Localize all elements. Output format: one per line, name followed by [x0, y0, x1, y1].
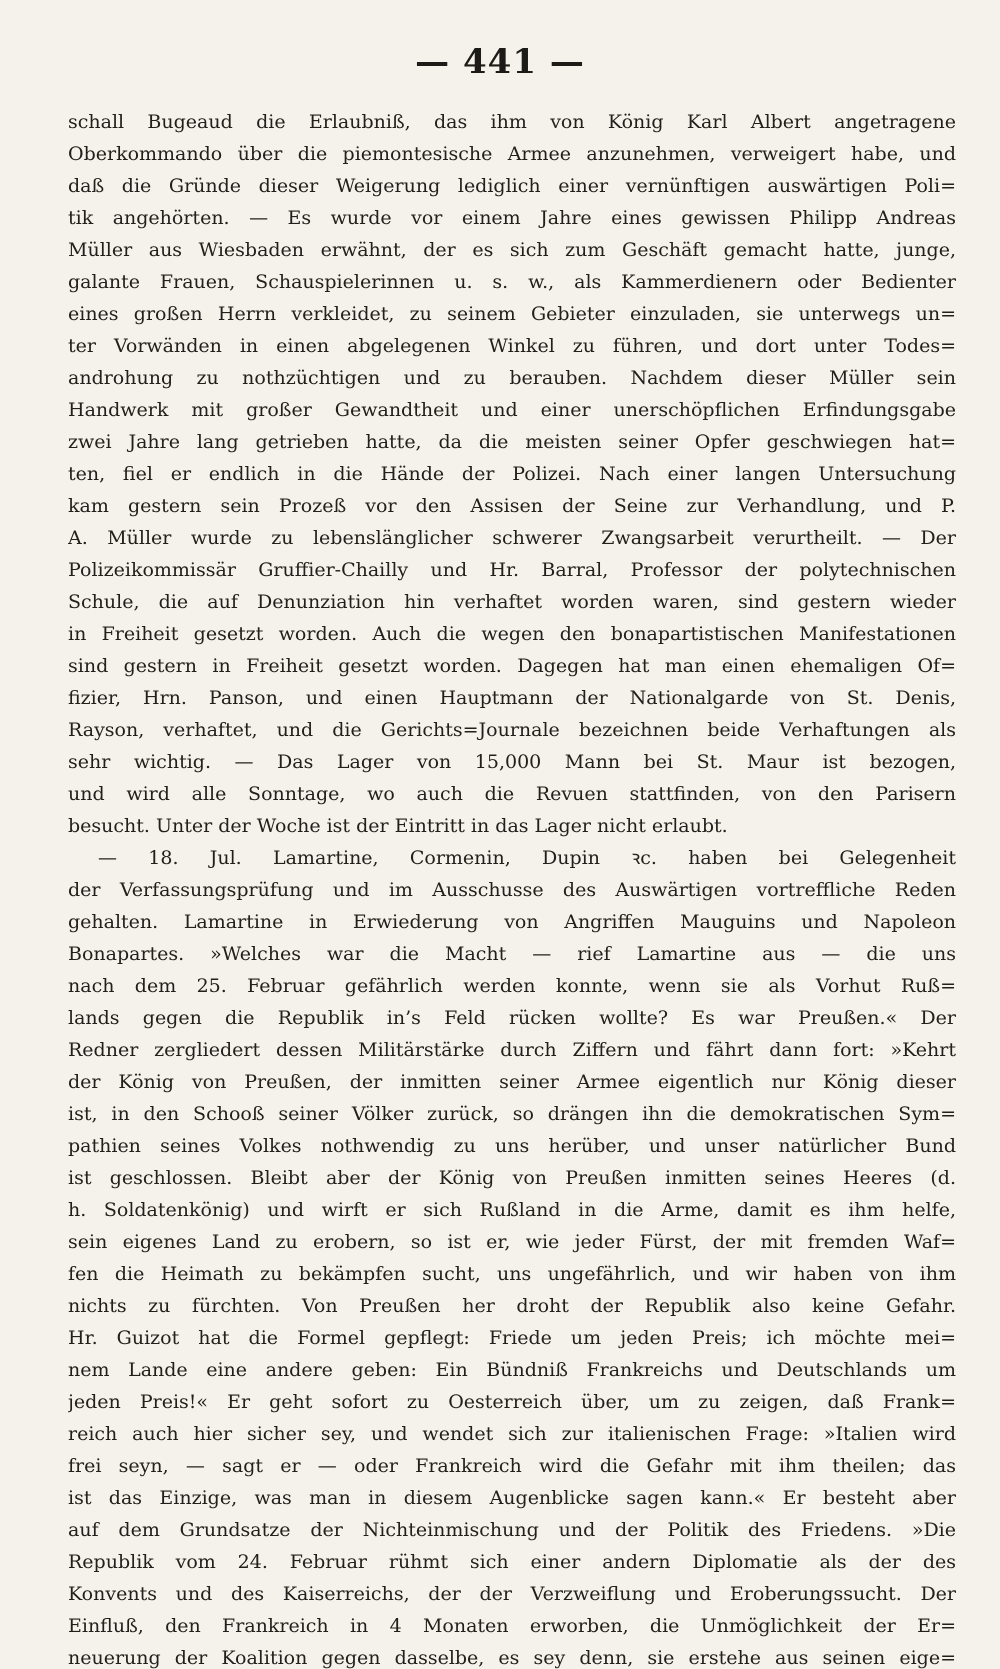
text-line: gehalten. Lamartine in Erwiederung von Angriffen Mauguins und Napoleon — [68, 911, 956, 933]
text-line: frei seyn, — sagt er — oder Frankreich wird die Gefahr mit ihm theilen; das — [68, 1455, 956, 1477]
text-line: eines großen Herrn verkleidet, zu seinem Gebieter einzuladen, sie unterwegs un= — [68, 303, 956, 325]
text-line: fizier, Hrn. Panson, und einen Hauptmann der Nationalgarde von St. Denis, — [68, 687, 956, 709]
text-line: tik angehörten. — Es wurde vor einem Jahre eines gewissen Philipp Andreas — [68, 207, 956, 229]
text-line: androhung zu nothzüchtigen und zu berauben. Nachdem dieser Müller sein — [68, 367, 956, 389]
body-text — [68, 106, 956, 1669]
text-line: Rayson, verhaftet, und die Gerichts=Journale bezeichnen beide Verhaftungen als — [68, 719, 956, 741]
text-line: A. Müller wurde zu lebenslänglicher schwerer Zwangsarbeit verurtheilt. — Der — [68, 527, 956, 549]
text-line: Einfluß, den Frankreich in 4 Monaten erworben, die Unmöglichkeit der Er= — [68, 1615, 956, 1637]
text-line: h. Soldatenkönig) und wirft er sich Rußland in die Arme, damit es ihm helfe, — [68, 1199, 956, 1221]
text-line: — 18. Jul. Lamartine, Cormenin, Dupin ꝛc. haben bei Gelegenheit — [98, 847, 956, 869]
text-line: der König von Preußen, der inmitten seiner Armee eigentlich nur König dieser — [68, 1071, 956, 1093]
text-line: neuerung der Koalition gegen dasselbe, es sey denn, sie erstehe aus seinen eige= — [68, 1647, 956, 1669]
text-line: reich auch hier sicher sey, und wendet sich zur italienischen Frage: »Italien wird — [68, 1423, 956, 1445]
text-line: Konvents und des Kaiserreichs, der der Verzweiflung und Eroberungssucht. Der — [68, 1583, 956, 1605]
text-line: Schule, die auf Denunziation hin verhaftet worden waren, sind gestern wieder — [68, 591, 956, 613]
text-line: ist, in den Schooß seiner Völker zurück, so drängen ihn die demokratischen Sym= — [68, 1103, 956, 1125]
page-number: — 441 — — [415, 42, 585, 82]
text-line: nem Lande eine andere geben: Ein Bündniß Frankreichs und Deutschlands um — [68, 1359, 956, 1381]
text-line: zwei Jahre lang getrieben hatte, da die meisten seiner Opfer geschwiegen hat= — [68, 431, 956, 453]
text-line: Handwerk mit großer Gewandtheit und einer unerschöpflichen Erfindungsgabe — [68, 399, 956, 421]
text-line: kam gestern sein Prozeß vor den Assisen der Seine zur Verhandlung, und P. — [68, 495, 956, 517]
text-line: sehr wichtig. — Das Lager von 15,000 Mann bei St. Maur ist bezogen, — [68, 751, 956, 773]
text-line: fen die Heimath zu bekämpfen sucht, uns ungefährlich, und wir haben von ihm — [68, 1263, 956, 1285]
text-line: besucht. Unter der Woche ist der Eintritt in das Lager nicht erlaubt. — [68, 815, 728, 837]
text-line: und wird alle Sonntage, wo auch die Revuen stattfinden, von den Parisern — [68, 783, 956, 805]
text-line: jeden Preis!« Er geht sofort zu Oesterreich über, um zu zeigen, daß Frank= — [68, 1391, 956, 1413]
text-line: lands gegen die Republik in’s Feld rücken wollte? Es war Preußen.« Der — [68, 1007, 956, 1029]
text-line: ist das Einzige, was man in diesem Augenblicke sagen kann.« Er besteht aber — [68, 1487, 956, 1509]
text-line: ten, fiel er endlich in die Hände der Polizei. Nach einer langen Untersuchung — [68, 463, 956, 485]
text-line: der Verfassungsprüfung und im Ausschusse des Auswärtigen vortreffliche Reden — [68, 879, 956, 901]
text-line: Republik vom 24. Februar rühmt sich einer andern Diplomatie als der des — [68, 1551, 956, 1573]
text-line: Redner zergliedert dessen Militärstärke durch Ziffern und fährt dann fort: »Kehrt — [68, 1039, 956, 1061]
text-line: Hr. Guizot hat die Formel gepflegt: Friede um jeden Preis; ich möchte mei= — [68, 1327, 956, 1349]
text-line: auf dem Grundsatze der Nichteinmischung und der Politik des Friedens. »Die — [68, 1519, 956, 1541]
text-line: ist geschlossen. Bleibt aber der König von Preußen inmitten seines Heeres (d. — [68, 1167, 956, 1189]
text-line: daß die Gründe dieser Weigerung lediglich einer vernünftigen auswärtigen Poli= — [68, 175, 956, 197]
text-line: Müller aus Wiesbaden erwähnt, der es sich zum Geschäft gemacht hatte, junge, — [68, 239, 956, 261]
text-line: ter Vorwänden in einen abgelegenen Winkel zu führen, und dort unter Todes= — [68, 335, 956, 357]
text-line: in Freiheit gesetzt worden. Auch die wegen den bonapartistischen Manifestationen — [68, 623, 956, 645]
text-line: sein eigenes Land zu erobern, so ist er, wie jeder Fürst, der mit fremden Waf= — [68, 1231, 956, 1253]
text-line: sind gestern in Freiheit gesetzt worden. Dagegen hat man einen ehemaligen Of= — [68, 655, 956, 677]
text-line: Oberkommando über die piemontesische Armee anzunehmen, verweigert habe, und — [68, 143, 956, 165]
text-line: nichts zu fürchten. Von Preußen her droht der Republik also keine Gefahr. — [68, 1295, 956, 1317]
text-line: pathien seines Volkes nothwendig zu uns herüber, und unser natürlicher Bund — [68, 1135, 956, 1157]
text-line: nach dem 25. Februar gefährlich werden konnte, wenn sie als Vorhut Ruß= — [68, 975, 956, 997]
text-line: galante Frauen, Schauspielerinnen u. s. w., als Kammerdienern oder Bedienter — [68, 271, 956, 293]
text-line: schall Bugeaud die Erlaubniß, das ihm von König Karl Albert angetragene — [68, 111, 956, 133]
text-line: Polizeikommissär Gruffier-Chailly und Hr. Barral, Professor der polytechnischen — [68, 559, 956, 581]
text-line: Bonapartes. »Welches war die Macht — rief Lamartine aus — die uns — [68, 943, 956, 965]
